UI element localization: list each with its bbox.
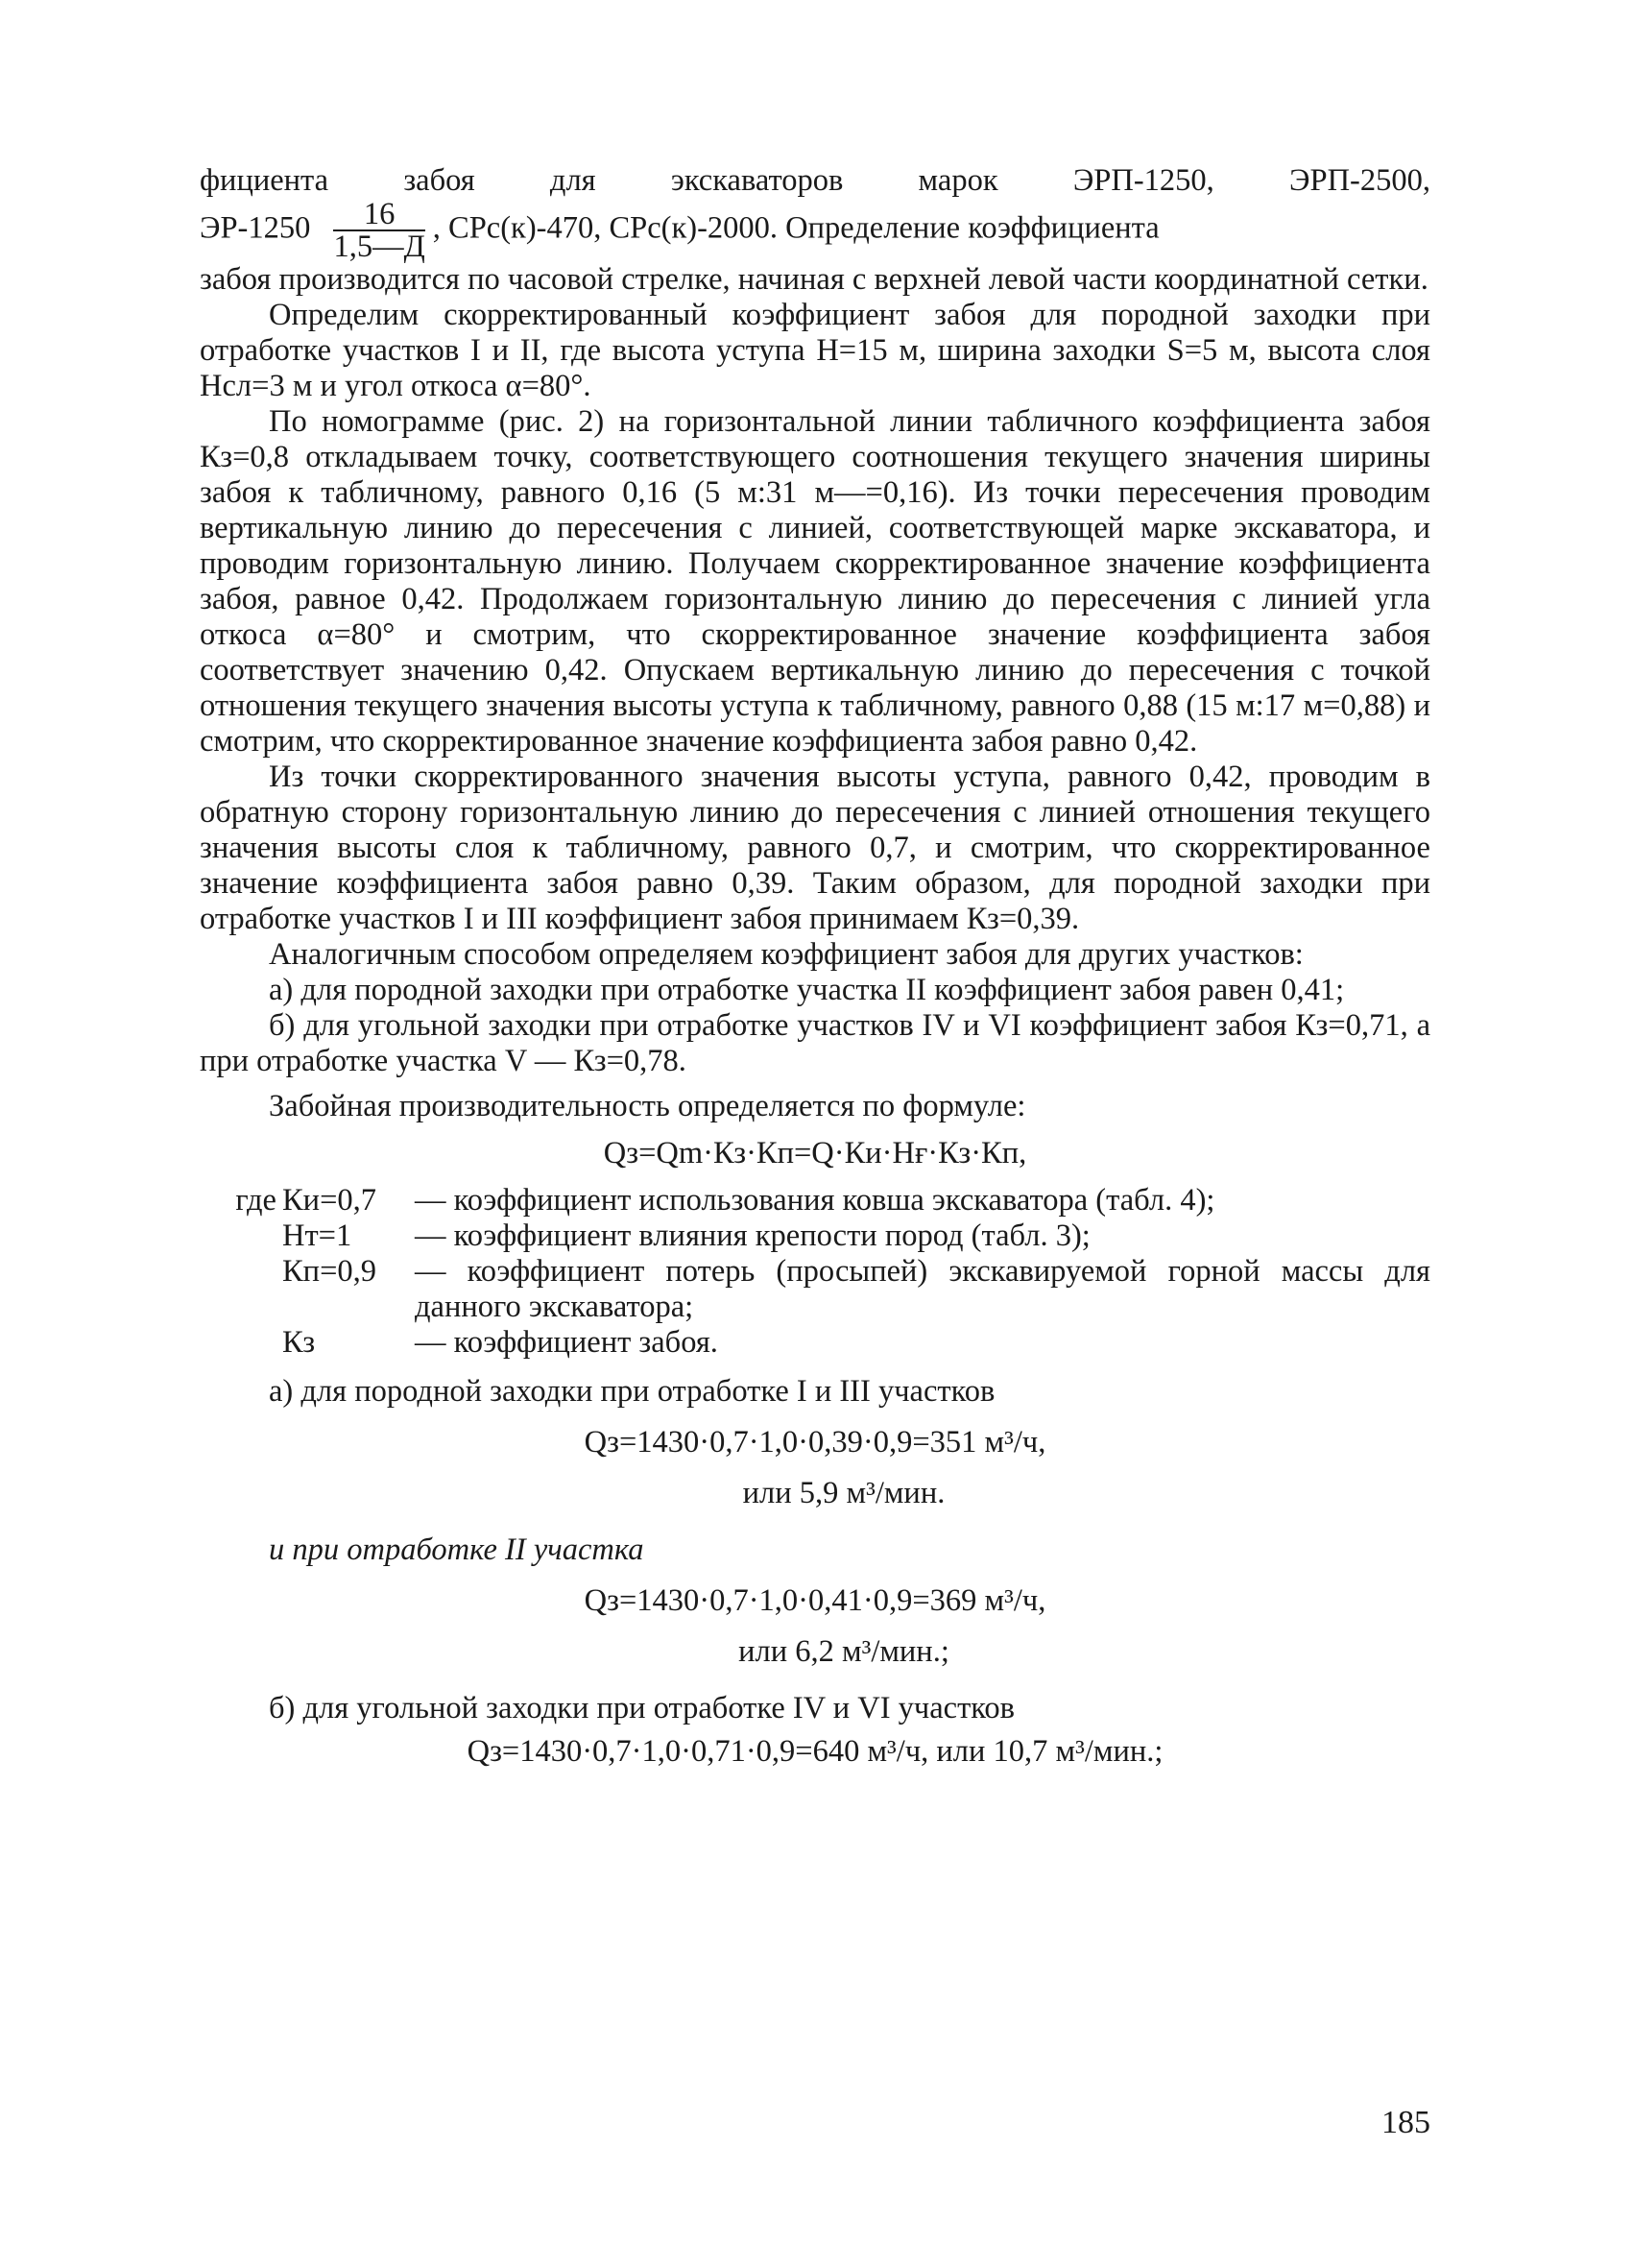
paragraph: Определим скорректированный коэффициент забоя для породной заходки при отработке участков I и II, где высота уступа Н=15 м, ширина заходки S=5 м, высота слоя Нсл=3 м и угол откоса α=80°. <box>200 298 1430 403</box>
calc-b-equation: Qз=1430·0,7·1,0·0,71·0,9=640 м³/ч, или 10,7 м³/мин.; <box>467 1734 1164 1769</box>
calc-b-heading: б) для угольной заходки при отработке IV и VI участков <box>269 1691 1016 1725</box>
definition-lead <box>152 1325 276 1361</box>
calc-a-equation: Qз=1430·0,7·1,0·0,39·0,9=351 м³/ч, <box>584 1425 1046 1460</box>
formula-intro: Забойная производительность определяется по формуле: <box>269 1089 1026 1123</box>
definition-text: — коэффициент использования ковша экскаватора (табл. 4); <box>415 1183 1215 1218</box>
page-body <box>200 163 1430 1785</box>
definition-text: — коэффициент потерь (просыпей) экскавируемой горной массы для данного экскаватора; <box>415 1254 1431 1324</box>
paragraph: Из точки скорректированного значения высоты уступа, равного 0,42, проводим в обратную сторону горизонтальную линию до пересечения с линией отношения текущего значения высоты слоя к табличному, равного 0,7, и смотрим, что скорректированное значение коэффициента забоя равно 0,39. Таким образом, для породной заходки при отработке участков I и III коэффициент забоя принимаем Кз=0,39. <box>200 760 1430 936</box>
fraction-numerator: 16 <box>333 199 424 231</box>
definition-lead: где <box>235 1183 276 1218</box>
definitions-list <box>152 1183 1430 1361</box>
definition-symbol: Ки=0,7 <box>282 1183 377 1218</box>
paragraph: По номограмме (рис. 2) на горизонтальной линии табличного коэффициента забоя Кз=0,8 откладываем точку, соответствующего соотношения текущего значения ширины забоя к табличному, равного 0,16 (5 м:31 м—=0,16). Из точки пересечения проводим вертикальную линию до пересечения с линией, соответствующей марке экскаватора, и проводим горизонтальную линию. Получаем скорректированное значение коэффициента забоя, равное 0,42. Продолжаем горизонтальную линию до пересечения с линией угла откоса α=80° и смотрим, что скорректированное значение коэффициента забоя соответствует значению 0,42. Опускаем вертикальную линию до пересечения с точкой отношения текущего значения высоты уступа к табличному, равного 0,88 (15 м:17 м=0,88) и смотрим, что скорректированное значение коэффициента забоя равно 0,42. <box>200 404 1430 759</box>
intro-line-2 <box>200 199 1430 262</box>
definition-symbol: Нт=1 <box>282 1218 352 1253</box>
excavator-model: ЭР-1250 <box>200 210 311 246</box>
page-number: 185 <box>1381 2105 1430 2140</box>
definition-text: — коэффициент влияния крепости пород (табл. 3); <box>415 1218 1091 1253</box>
fraction-denominator: 1,5—Д <box>333 229 425 264</box>
list-item-a: а) для породной заходки при отработке участка II коэффициент забоя равен 0,41; <box>269 973 1345 1007</box>
list-item-b: б) для угольной заходки при отработке участков IV и VI коэффициент забоя Кз=0,71, а при отработке участка V — Кз=0,78. <box>200 1008 1430 1078</box>
definition-lead <box>152 1218 276 1254</box>
paragraph: Аналогичным способом определяем коэффициент забоя для других участков: <box>269 937 1304 972</box>
intro-line-3: забоя производится по часовой стрелке, начиная с верхней левой части координатной сетки. <box>200 262 1428 297</box>
definition-symbol: Кз <box>282 1325 316 1360</box>
calc-ii-equation: Qз=1430·0,7·1,0·0,41·0,9=369 м³/ч, <box>584 1583 1046 1618</box>
definition-symbol: Кп=0,9 <box>282 1254 377 1289</box>
intro-line-1: фициента забоя для экскаваторов марок ЭРП-1250, ЭРП-2500, <box>200 163 1430 198</box>
calc-ii-heading: и при отработке II участка <box>269 1532 644 1567</box>
main-formula: Qз=Qm·Кз·Кп=Q·Ки·Нғ·Кз·Кп, <box>603 1136 1027 1170</box>
fraction <box>333 199 424 262</box>
intro-line-2-rest: , СРс(к)-470, СРс(к)-2000. Определение коэффициента <box>432 210 1160 246</box>
definition-lead <box>152 1254 276 1325</box>
definition-text: — коэффициент забоя. <box>415 1325 718 1360</box>
calc-a-heading: а) для породной заходки при отработке I и III участков <box>269 1374 996 1409</box>
calc-ii-equation-alt: или 6,2 м³/мин.; <box>738 1634 949 1669</box>
calc-a-equation-alt: или 5,9 м³/мин. <box>742 1476 946 1510</box>
